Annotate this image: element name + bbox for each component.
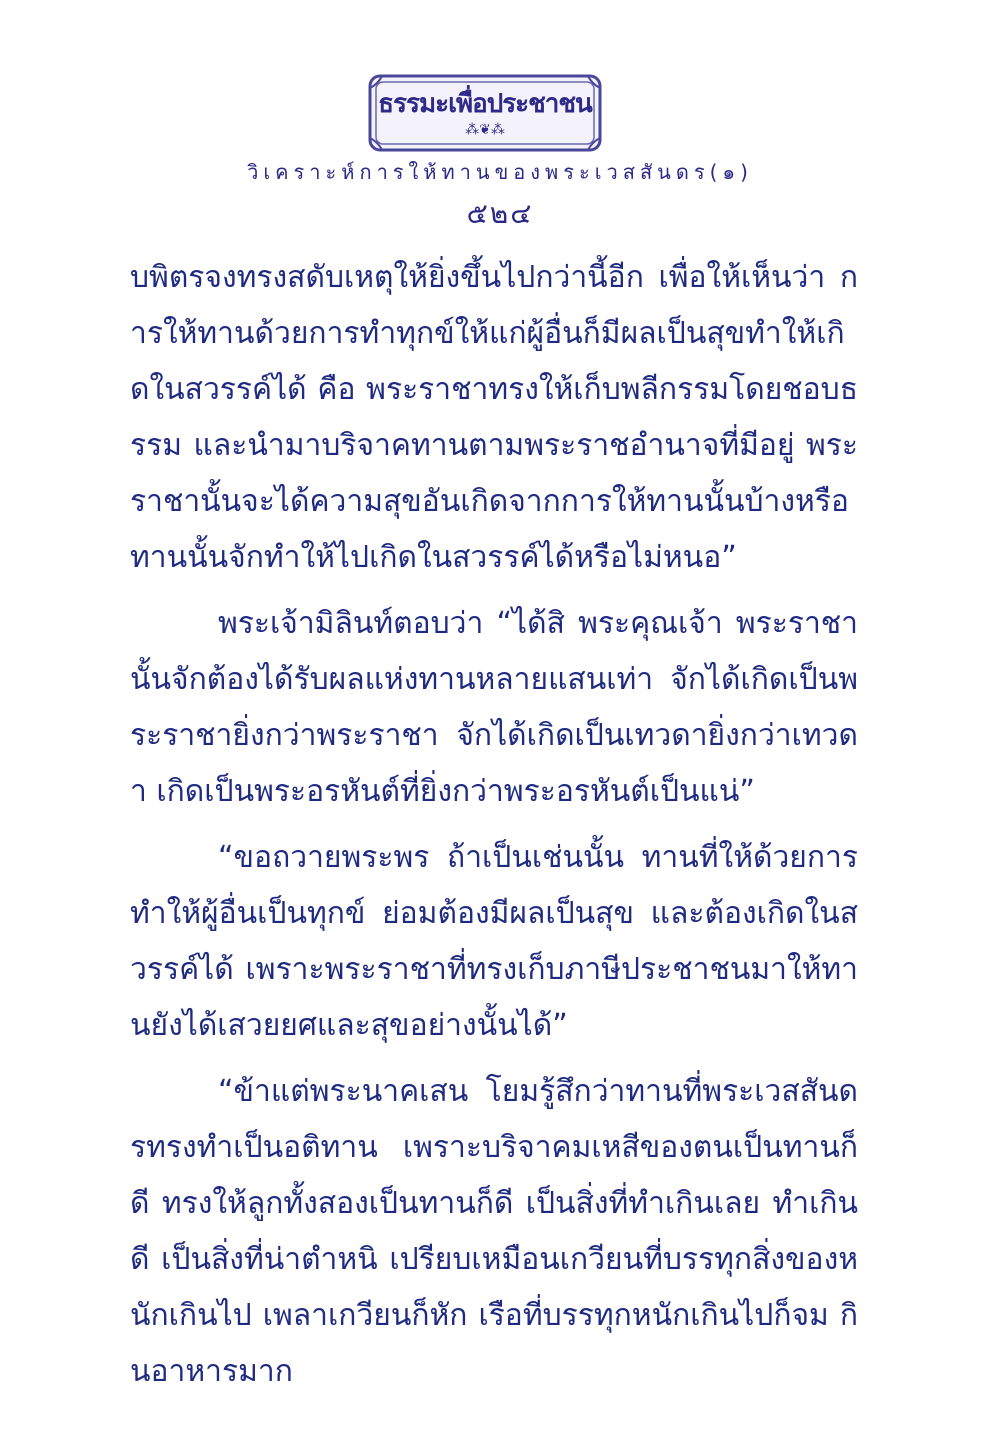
paragraph-3: “ขอถวายพระพร ถ้าเป็นเช่นนั้น ทานที่ให้ด้วยการทำให้ผู้อื่นเป็นทุกข์ ย่อมต้องมีผลเป็นสุข และต้องเกิดในสวรรค์ได้ เพราะพระราชาที่ทรงเก็บภาษีประชาชนมาให้ทานยังได้เสวยยศและสุขอย่างนั้นได้” — [130, 840, 858, 1043]
logo-ornament: ⁂❦⁂ — [465, 122, 505, 138]
paragraph-4: “ข้าแต่พระนาคเสน โยมรู้สึกว่าทานที่พระเวสสันดรทรงทำเป็นอติทาน เพราะบริจาคมเหสีของตนเป็นทานก็ดี ทรงให้ลูกทั้งสองเป็นทานก็ดี เป็นสิ่งที่ทำเกินเลย ทำเกินดี เป็นสิ่งที่น่าตำหนิ เปรียบเหมือนเกวียนที่บรรทุกสิ่งของหนักเกินไป เพลาเกวียนก็หัก เรือที่บรรทุกหนักเกินไปก็จม กินอาหารมาก — [130, 1074, 858, 1389]
logo-title: ธรรมะเพื่อประชาชน — [378, 89, 592, 119]
body-text — [130, 250, 858, 1410]
paragraph-2: พระเจ้ามิลินท์ตอบว่า “ได้สิ พระคุณเจ้า พระราชานั้นจักต้องได้รับผลแห่งทานหลายแสนเท่า จักได้เกิดเป็นพระราชายิ่งกว่าพระราชา จักได้เกิดเป็นเทวดายิ่งกว่าเทวดา เกิดเป็นพระอรหันต์ที่ยิ่งกว่าพระอรหันต์เป็นแน่” — [130, 606, 858, 809]
dhamma-logo — [368, 74, 602, 152]
page-number: ๕๒๔ — [466, 197, 534, 230]
paragraph-1: บพิตรจงทรงสดับเหตุให้ยิ่งขึ้นไปกว่านี้อีก เพื่อให้เห็นว่า การให้ทานด้วยการทำทุกข์ให้แก่ผู้อื่นก็มีผลเป็นสุขทำให้เกิดในสวรรค์ได้ คือ พระราชาทรงให้เก็บพลีกรรมโดยชอบธรรม และนำมาบริจาคทานตามพระราชอำนาจที่มีอยู่ พระราชานั้นจะได้ความสุขอันเกิดจากการให้ทานนั้นบ้างหรือ ทานนั้นจักทำให้ไปเกิดในสวรรค์ได้หรือไม่หนอ” — [130, 260, 858, 575]
chapter-title: วิเคราะห์การให้ทานของพระเวสสันดร(๑) — [247, 160, 753, 184]
